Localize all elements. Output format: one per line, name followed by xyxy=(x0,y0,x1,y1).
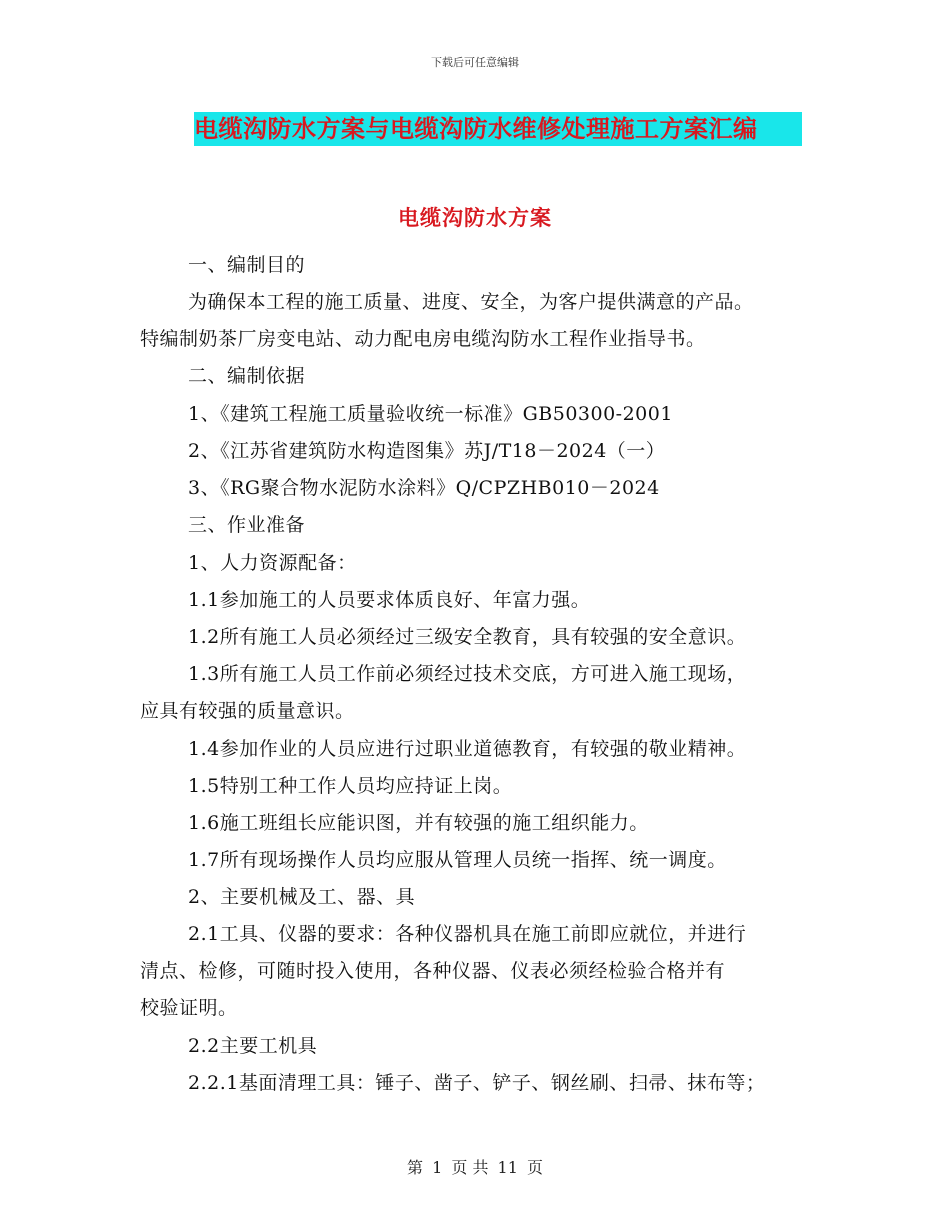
page-total: 11 xyxy=(497,1158,518,1177)
paragraph-line: 1.4参加作业的人员应进行过职业道德教育，有较强的敬业精神。 xyxy=(188,738,747,760)
subheading: 1、人力资源配备： xyxy=(188,552,357,574)
paragraph-line: 2.2.1基面清理工具：锤子、凿子、铲子、钢丝刷、扫帚、抹布等； xyxy=(188,1072,766,1094)
paragraph-line: 1.2所有施工人员必须经过三级安全教育，具有较强的安全意识。 xyxy=(188,626,747,648)
reference-item: 3、《RG聚合物水泥防水涂料》Q/CPZHB010－2024 xyxy=(188,477,660,499)
paragraph-line: 为确保本工程的施工质量、进度、安全，为客户提供满意的产品。 xyxy=(188,291,754,313)
paragraph-line: 校验证明。 xyxy=(140,997,238,1019)
paragraph-line: 1.5特别工种工作人员均应持证上岗。 xyxy=(188,775,513,797)
heading-basis: 二、编制依据 xyxy=(188,365,306,387)
paragraph-line: 应具有较强的质量意识。 xyxy=(140,700,355,722)
reference-item: 1、《建筑工程施工质量验收统一标准》GB50300-2001 xyxy=(188,403,673,425)
heading-preparation: 三、作业准备 xyxy=(188,514,306,536)
page-number: 1 xyxy=(432,1158,443,1177)
paragraph-line: 特编制奶茶厂房变电站、动力配电房电缆沟防水工程作业指导书。 xyxy=(140,328,706,350)
footer-prefix: 第 xyxy=(406,1158,423,1177)
section-title: 电缆沟防水方案 xyxy=(398,205,552,230)
paragraph-line: 1.7所有现场操作人员均应服从管理人员统一指挥、统一调度。 xyxy=(188,849,727,871)
paragraph-line: 1.6施工班组长应能识图，并有较强的施工组织能力。 xyxy=(188,812,649,834)
page-footer xyxy=(0,1155,950,1178)
heading-purpose: 一、编制目的 xyxy=(188,254,306,276)
subheading: 2、主要机械及工、器、具 xyxy=(188,886,416,908)
subheading: 2.2主要工机具 xyxy=(188,1035,318,1057)
reference-item: 2、《江苏省建筑防水构造图集》苏J/T18－2024（一） xyxy=(188,440,666,462)
footer-suffix: 页 xyxy=(527,1158,544,1177)
paragraph-line: 2.1工具、仪器的要求：各种仪器机具在施工前即应就位，并进行 xyxy=(188,923,747,945)
footer-mid: 页 共 xyxy=(451,1158,489,1177)
document-title: 电缆沟防水方案与电缆沟防水维修处理施工方案汇编 xyxy=(194,114,758,143)
header-note: 下载后可任意编辑 xyxy=(431,56,519,69)
paragraph-line: 清点、检修，可随时投入使用，各种仪器、仪表必须经检验合格并有 xyxy=(140,960,726,982)
paragraph-line: 1.1参加施工的人员要求体质良好、年富力强。 xyxy=(188,589,591,611)
paragraph-line: 1.3所有施工人员工作前必须经过技术交底，方可进入施工现场， xyxy=(188,663,747,685)
